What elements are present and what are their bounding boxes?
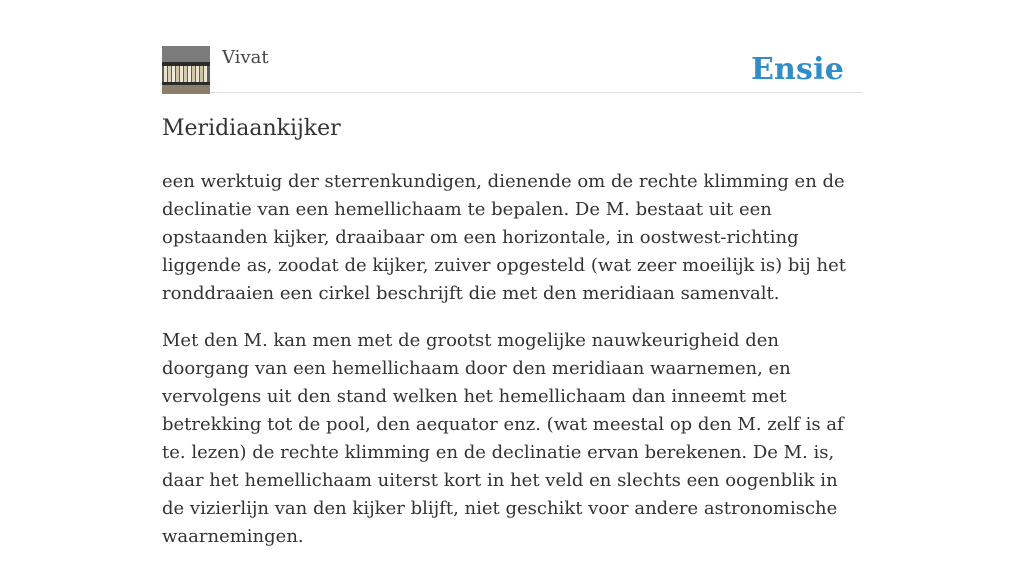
library-books-icon — [162, 46, 210, 94]
article-title: Meridiaankijker — [162, 116, 341, 141]
author-name[interactable]: Vivat — [222, 47, 269, 68]
page-header — [162, 46, 862, 93]
author-avatar[interactable] — [162, 46, 210, 94]
paragraph: een werktuig der sterrenkundigen, dienende om de rechte klimming en de declinatie van een hemellichaam te bepalen. De M. bestaat uit een opstaanden kijker, draaibaar om een horizontale, in oostwest-richting liggende as, zoodat de kijker, zuiver opgesteld (wat zeer moeilijk is) bij het ronddraaien een cirkel beschrijft die met den meridiaan samenvalt. — [162, 171, 846, 304]
paragraph: Met den M. kan men met de grootst mogelijke nauwkeurigheid den doorgang van een hemellichaam door den meridiaan waarnemen, en vervolgens uit den stand welken het hemellichaam dan inneemt met betrekking tot de pool, den aequator enz. (wat meestal op den M. zelf is af te. lezen) de rechte klimming en de declinatie ervan berekenen. De M. is, daar het hemellichaam uiterst kort in het veld en slechts een oogenblik in de vizierlijn van den kijker blijft, niet geschikt voor andere astronomische waarnemingen. — [162, 330, 844, 547]
article-body — [162, 168, 862, 570]
brand-logo[interactable]: Ensie — [750, 52, 844, 87]
